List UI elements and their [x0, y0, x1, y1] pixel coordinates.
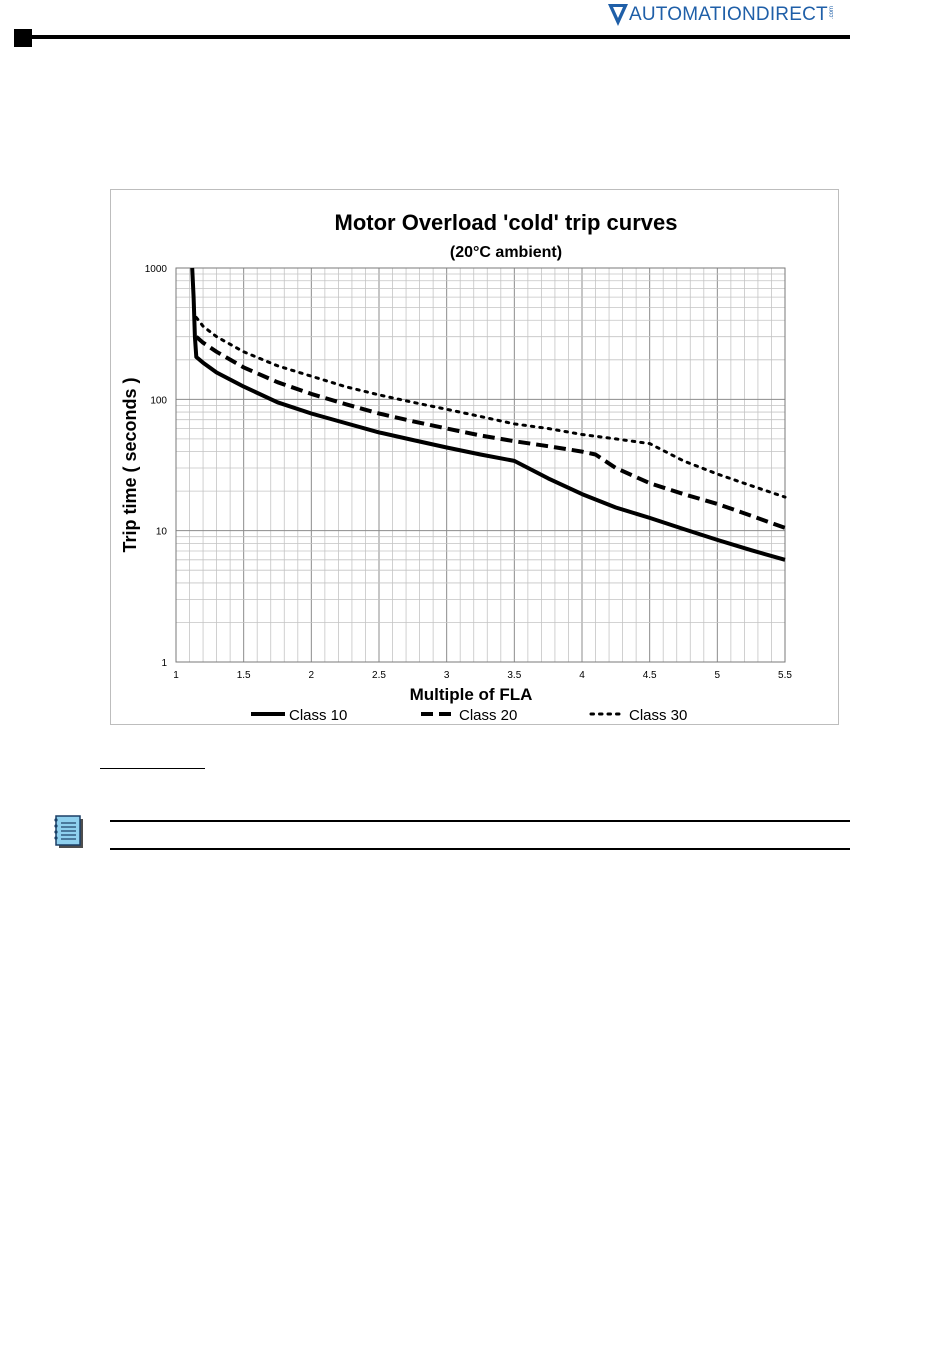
brand-name: AUTOMATIONDIRECT [629, 4, 828, 25]
chart-subtitle: (20°C ambient) [449, 244, 563, 261]
x-tick-label: 4.5 [642, 670, 657, 681]
chart-legend [251, 707, 687, 724]
x-tick-label: 5 [714, 670, 721, 681]
x-tick-label: 1 [173, 670, 179, 681]
y-tick-label: 1000 [144, 264, 167, 275]
chart-frame [110, 189, 839, 725]
brand-v-icon [608, 4, 628, 26]
series-line-class-10 [192, 268, 785, 560]
x-tick-label: 4 [579, 670, 585, 681]
chart-axes [145, 264, 793, 681]
x-tick-label: 2 [308, 670, 315, 681]
y-tick-label: 100 [150, 395, 167, 407]
note-rule-top [110, 820, 850, 822]
y-axis-label: Trip time ( seconds ) [120, 377, 140, 553]
x-tick-label: 1.5 [236, 670, 251, 681]
chart-title: Motor Overload 'cold' trip curves [334, 210, 678, 235]
x-tick-label: 3 [443, 670, 450, 681]
brand-logo [608, 2, 836, 28]
figure-caption-underline [100, 768, 205, 769]
x-axis-label: Multiple of FLA [409, 685, 533, 704]
note-icon [54, 814, 86, 850]
y-tick-label: 10 [155, 526, 167, 538]
legend-label: Class 10 [289, 707, 348, 724]
header-marker [14, 29, 32, 47]
x-tick-label: 2.5 [372, 670, 386, 681]
brand-suffix: .com [828, 6, 835, 20]
note-rule-bottom [110, 848, 850, 850]
header-rule [32, 35, 850, 39]
x-tick-label: 5.5 [778, 670, 792, 681]
chart-series [192, 268, 785, 560]
legend-label: Class 30 [629, 707, 688, 724]
y-tick-label: 1 [161, 658, 167, 669]
trip-curve-chart [111, 190, 838, 724]
legend-label: Class 20 [459, 707, 518, 724]
x-tick-label: 3.5 [507, 670, 522, 681]
